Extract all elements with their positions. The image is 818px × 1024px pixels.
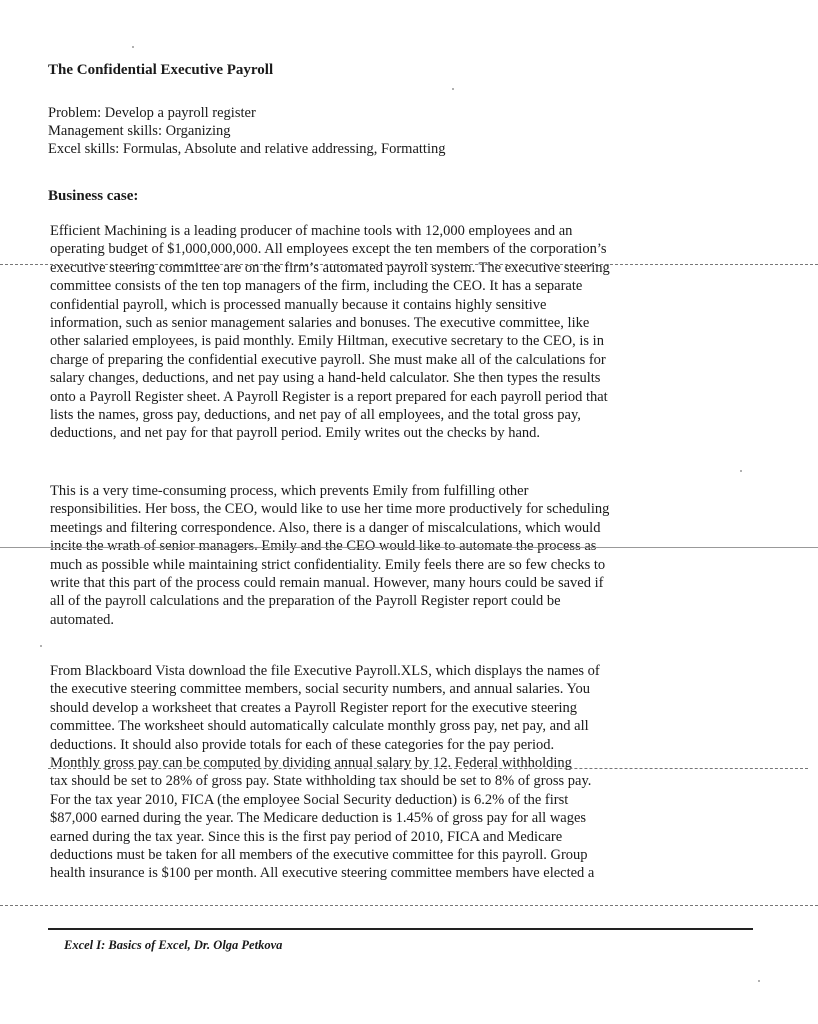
paragraph-line: charge of preparing the confidential executive payroll. She must make all of the calculations for bbox=[50, 351, 606, 368]
paragraph-line: salary changes, deductions, and net pay using a hand-held calculator. She then types the results bbox=[50, 370, 601, 387]
footer-rule bbox=[48, 928, 753, 930]
paragraph-line: tax should be set to 28% of gross pay. State withholding tax should be set to 8% of gross pay. bbox=[50, 773, 592, 790]
paragraph-line: health insurance is $100 per month. All executive steering committee members have elected a bbox=[50, 865, 595, 882]
paragraph-line: write that this part of the process could remain manual. However, many hours could be saved if bbox=[50, 575, 604, 592]
paragraph-line: deductions, and net pay for that payroll period. Emily writes out the checks by hand. bbox=[50, 425, 541, 442]
paragraph-line: executive steering committee are on the firm’s automated payroll system. The executive steering bbox=[50, 259, 610, 276]
paragraph-line: the executive steering committee members, social security numbers, and annual salaries. You bbox=[50, 681, 590, 698]
paragraph-line: lists the names, gross pay, deductions, and net pay of all employees, and the total gross pay, bbox=[50, 407, 581, 424]
paragraph-line: Efficient Machining is a leading producer of machine tools with 12,000 employees and an bbox=[50, 223, 573, 239]
paragraph-line: information, such as senior management salaries and bonuses. The executive committee, like bbox=[50, 315, 590, 332]
footer-text: Excel I: Basics of Excel, Dr. Olga Petkova bbox=[64, 938, 283, 952]
paragraph-1 bbox=[50, 222, 750, 443]
meta-management-skills: Management skills: Organizing bbox=[48, 123, 231, 139]
scan-line bbox=[0, 264, 818, 265]
paragraph-line: responsibilities. Her boss, the CEO, would like to use her time more productively for scheduling bbox=[50, 501, 610, 518]
paragraph-2 bbox=[50, 482, 750, 629]
paragraph-line: From Blackboard Vista download the file Executive Payroll.XLS, which displays the names of bbox=[50, 663, 600, 679]
paragraph-line: confidential payroll, which is processed manually because it contains highly sensitive bbox=[50, 296, 547, 313]
scan-line bbox=[0, 547, 818, 548]
meta-excel-skills: Excel skills: Formulas, Absolute and relative addressing, Formatting bbox=[48, 141, 446, 157]
scan-speck bbox=[758, 980, 760, 982]
document-meta bbox=[48, 104, 445, 158]
scan-speck bbox=[740, 470, 742, 472]
paragraph-line: much as possible while maintaining strict confidentiality. Emily feels there are so few checks to bbox=[50, 556, 606, 573]
paragraph-line: should develop a worksheet that creates a Payroll Register report for the executive steering bbox=[50, 699, 578, 716]
scan-line bbox=[48, 768, 808, 769]
meta-problem: Problem: Develop a payroll register bbox=[48, 105, 256, 121]
paragraph-line: all of the payroll calculations and the preparation of the Payroll Register report could be bbox=[50, 593, 561, 610]
paragraph-line: meetings and filtering correspondence. Also, there is a danger of miscalculations, which would bbox=[50, 519, 601, 536]
section-heading: Business case: bbox=[48, 188, 139, 204]
paragraph-line: committee consists of the ten top managers of the firm, including the CEO. It has a separate bbox=[50, 278, 583, 295]
paragraph-line: $87,000 earned during the year. The Medicare deduction is 1.45% of gross pay for all wages bbox=[50, 810, 587, 827]
paragraph-line: other salaried employees, is paid monthly. Emily Hiltman, executive secretary to the CEO, is in bbox=[50, 333, 604, 350]
paragraph-3 bbox=[50, 662, 750, 883]
paragraph-line: incite the wrath of senior managers. Emily and the CEO would like to automate the process as bbox=[50, 538, 597, 555]
paragraph-line: onto a Payroll Register sheet. A Payroll Register is a report prepared for each payroll period that bbox=[50, 388, 608, 405]
scan-speck bbox=[452, 88, 454, 90]
paragraph-line: Monthly gross pay can be computed by dividing annual salary by 12. Federal withholding bbox=[50, 755, 572, 772]
scan-line bbox=[0, 905, 818, 906]
paragraph-line: earned during the tax year. Since this is the first pay period of 2010, FICA and Medicare bbox=[50, 828, 563, 845]
paragraph-line: This is a very time-consuming process, which prevents Emily from fulfilling other bbox=[50, 483, 529, 499]
paragraph-line: deductions. It should also provide totals for each of these categories for the pay period. bbox=[50, 736, 555, 753]
paragraph-line: operating budget of $1,000,000,000. All employees except the ten members of the corporation’s bbox=[50, 241, 607, 258]
scan-speck bbox=[40, 645, 42, 647]
paragraph-line: committee. The worksheet should automatically calculate monthly gross pay, net pay, and all bbox=[50, 718, 589, 735]
paragraph-line: For the tax year 2010, FICA (the employee Social Security deduction) is 6.2% of the first bbox=[50, 791, 569, 808]
paragraph-line: automated. bbox=[50, 611, 115, 628]
document-title: The Confidential Executive Payroll bbox=[48, 62, 274, 78]
scan-speck bbox=[132, 46, 134, 48]
paragraph-line: deductions must be taken for all members of the executive committee for this payroll. Group bbox=[50, 847, 588, 864]
